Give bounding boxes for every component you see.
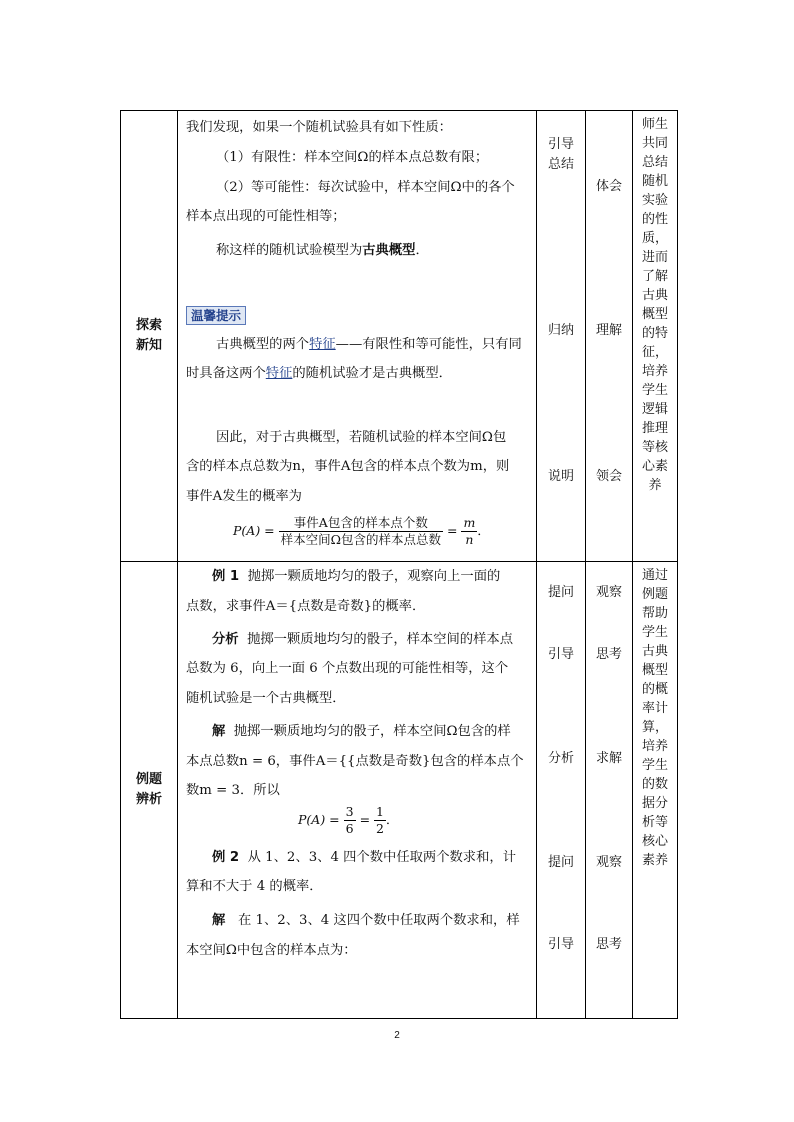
section-label-line: 新知 [135,338,162,353]
design-intent-text: 通过例题帮助学生古典概型的概率计算，培养学生的数据分析等核心素养 [641,568,668,868]
solution-title: 解 [212,724,226,739]
student-activity: 观察 [595,585,622,600]
teacher-activity: 归纳 [547,323,574,338]
example-1-line: 例 1 抛掷一颗质地均匀的骰子，观察向上一面的 [212,569,501,584]
solution-2-line: 解 在 1、2、3、4 这四个数中任取两个数求和，样 [212,913,520,928]
section-explore-row [121,111,678,562]
section-label-line: 辨析 [135,792,162,807]
text-line: 样本点出现的可能性相等； [186,209,346,224]
text-line: 我们发现，如果一个随机试验具有如下性质： [186,120,452,135]
page-number: 2 [394,1030,400,1041]
student-activity: 体会 [595,179,622,194]
student-activity: 领会 [595,469,622,484]
text-line: 本空间Ω中包含的样本点为： [186,943,357,958]
solution-2-title: 解 [212,913,226,928]
teacher-activity: 提问 [547,585,574,600]
teacher-activity: 说明 [547,469,574,484]
term-classical-probability: 古典概型 [362,243,416,258]
teacher-activity-cell [537,111,586,562]
section-example-row [121,562,678,1019]
teacher-activity: 引导 [547,937,574,952]
example-2-title: 例 2 [212,850,240,865]
solution-line: 解 抛掷一颗质地均匀的骰子，样本空间Ω包含的样 [212,724,511,739]
solution-formula: P(A) = $\frac{3}{6}$ = $\frac{1}{2}$ ． [298,804,399,836]
student-activity: 求解 [595,751,622,766]
hint-line: 古典概型的两个特征——有限性和等可能性，只有同 [216,337,522,352]
teacher-activity: 引导 [547,137,574,152]
content-cell [178,562,537,1019]
content-cell [178,111,537,562]
text-line: 算和不大于 4 的概率． [186,879,323,894]
text-line: （2）等可能性：每次试验中，样本空间Ω中的各个 [216,180,515,195]
teacher-activity-cell [537,562,586,1019]
text-line: 因此，对于古典概型，若随机试验的样本空间Ω包 [216,430,507,445]
student-activity-cell [586,111,633,562]
teacher-activity: 总结 [547,157,574,172]
feature-link[interactable]: 特征 [265,366,293,381]
section-label-line: 探索 [135,318,162,333]
teacher-activity: 提问 [547,855,574,870]
text-line: 本点总数n = 6，事件A＝{{点数是奇数}包含的样本点个 [186,754,524,769]
hint-label: 温馨提示 [186,306,246,325]
example-2-line: 例 2 从 1、2、3、4 四个数中任取两个数求和，计 [212,850,516,865]
design-intent-cell [633,562,678,1019]
text-line: 点数，求事件A＝{点数是奇数}的概率． [186,599,426,614]
feature-link[interactable]: 特征 [309,337,336,352]
teacher-activity: 分析 [547,751,574,766]
text-line: （1）有限性：样本空间Ω的样本点总数有限； [216,150,489,165]
example-1-title: 例 1 [212,569,240,584]
analysis-title: 分析 [212,632,239,647]
text-line: 含的样本点总数为n，事件A包含的样本点个数为m，则 [186,459,510,474]
teacher-activity: 引导 [547,647,574,662]
text-line: 随机试验是一个古典概型． [186,691,346,706]
probability-formula: P(A) = $\frac{\text{事件A包含的样本点个数}}{\text{样本空间Ω包含的样本点总数}}$ = $\frac{m}{n}$ ． [233,515,490,547]
student-activity: 思考 [595,647,622,662]
hint-line: 时具备这两个特征的随机试验才是古典概型． [186,366,452,381]
design-intent-text: 师生共同总结随机实验的性质，进而了解古典概型的特征，培养学生逻辑推理等核心素养 [641,117,668,493]
text-line: 总数为 6，向上一面 6 个点数出现的可能性相等，这个 [186,661,509,676]
hint-box-line [186,306,528,326]
text-line: 数m = 3．所以 [186,783,280,798]
section-label [121,111,178,562]
student-activity: 思考 [595,937,622,952]
analysis-line: 分析 抛掷一颗质地均匀的骰子，样本空间的样本点 [212,632,513,647]
definition-line: 称这样的随机试验模型为古典概型． [216,243,429,258]
student-activity: 理解 [595,323,622,338]
design-intent-cell [633,111,678,562]
section-label-line: 例题 [135,772,162,787]
section-label [121,562,178,1019]
student-activity: 观察 [595,855,622,870]
text-line: 事件A发生的概率为 [186,489,302,504]
lesson-plan-table [120,110,678,1019]
student-activity-cell [586,562,633,1019]
